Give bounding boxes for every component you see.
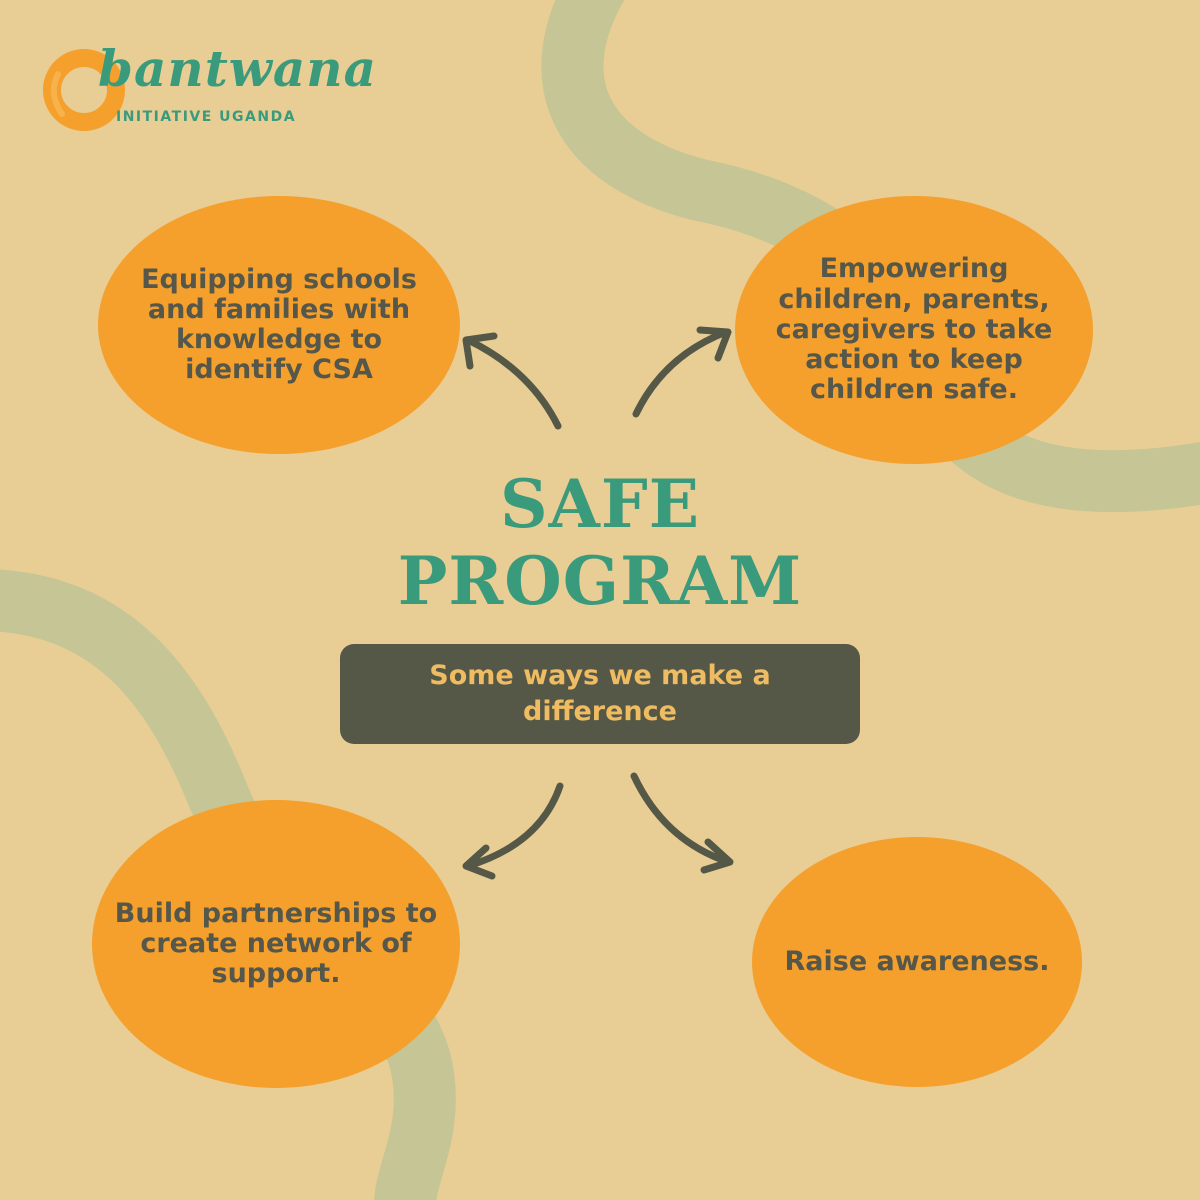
logo-wordmark: bantwana [98,39,377,98]
bubble-text: Build partnerships to create network of support. [114,897,438,990]
tagline-text: Some ways we make a difference [429,659,771,727]
arrow-top-left [468,340,558,426]
bubble-equipping-schools [98,196,460,454]
tagline-banner [340,644,860,744]
bubble-raise-awareness [752,837,1082,1087]
bubble-text: Empowering children, parents, caregivers to take action to keep children safe. [775,253,1053,406]
title-line-1: SAFE [499,465,701,543]
bubble-text: Equipping schools and families with knowledge to identify CSA [141,263,417,386]
title-line-2: PROGRAM [397,542,803,621]
bubble-build-partnerships [92,800,460,1088]
bubble-text: Raise awareness. [784,945,1050,977]
logo-subtitle: INITIATIVE UGANDA [116,109,297,125]
arrow-top-right [636,332,726,414]
bubble-empowering-children [735,196,1093,464]
page-title [330,466,870,620]
